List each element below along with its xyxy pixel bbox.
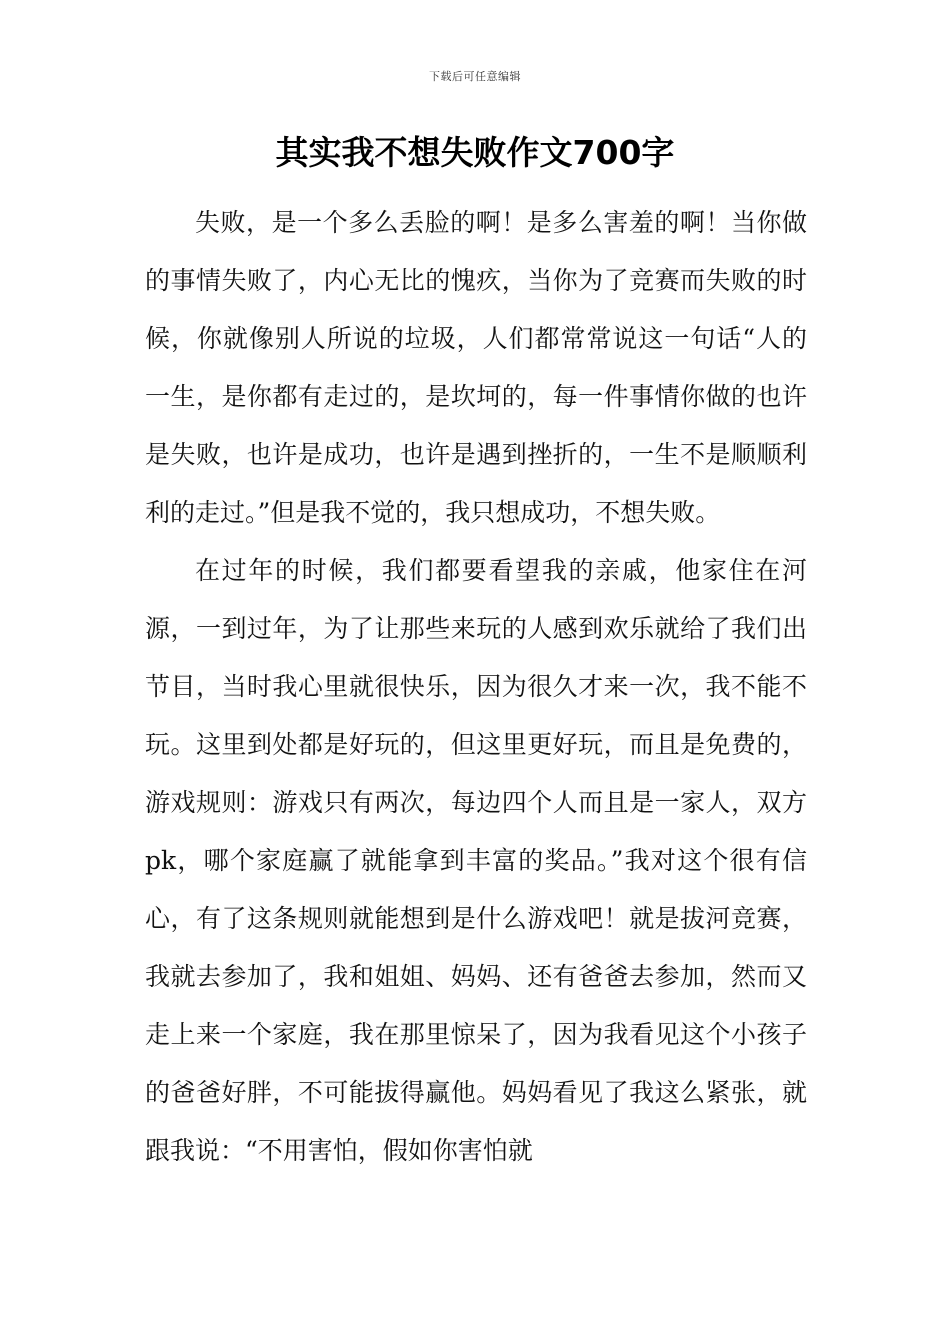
paragraph-2: 在过年的时候，我们都要看望我的亲戚，他家住在河源，一到过年，为了让那些来玩的人感到欢乐就给了我们出节目，当时我心里就很快乐，因为很久才来一次，我不能不玩。这里到处都是好玩的，但这里更好玩，而且是免费的，游戏规则：游戏只有两次，每边四个人而且是一家人，双方pk，哪个家庭赢了就能拿到丰富的奖品。”我对这个很有信心，有了这条规则就能想到是什么游戏吧！就是拔河竞赛，我就去参加了，我和姐姐、妈妈、还有爸爸去参加，然而又走上来一个家庭，我在那里惊呆了，因为我看见这个小孩子的爸爸好胖，不可能拔得赢他。妈妈看见了我这么紧张，就跟我说：“不用害怕，假如你害怕就: [145, 556, 807, 1165]
document-title: 其实我不想失败作文700字: [275, 133, 675, 172]
document-body: [145, 194, 807, 1180]
page-header-note: 下载后可任意编辑: [429, 70, 521, 83]
paragraph-1: 失败，是一个多么丢脸的啊！是多么害羞的啊！当你做的事情失败了，内心无比的愧疚，当你为了竞赛而失败的时候，你就像别人所说的垃圾，人们都常常说这一句话“人的一生，是你都有走过的，是坎坷的，每一件事情你做的也许是失败，也许是成功，也许是遇到挫折的，一生不是顺顺利利的走过。”但是我不觉的，我只想成功，不想失败。: [145, 208, 807, 527]
